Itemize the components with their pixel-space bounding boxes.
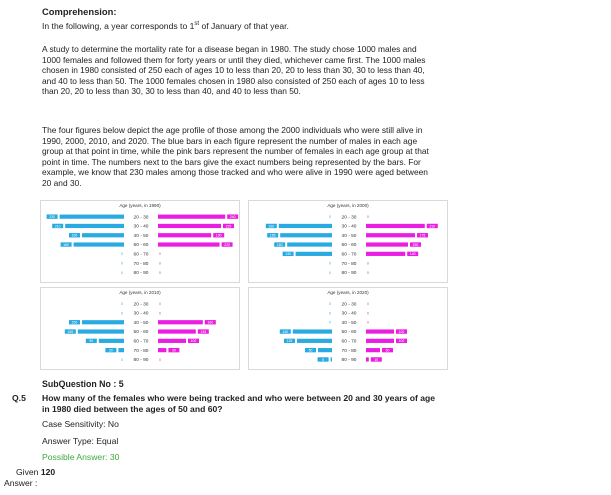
male-value-label: 5 (322, 357, 325, 362)
female-bar (158, 329, 196, 333)
age-group-label: 70 - 80 (133, 348, 149, 354)
age-group-label: 80 - 90 (133, 358, 149, 364)
male-value-label: 0 (121, 357, 123, 362)
male-value-label: 0 (329, 261, 331, 266)
age-group-label: 20 - 30 (133, 302, 149, 308)
male-value-label: 0 (121, 270, 123, 275)
female-value-label: 0 (159, 311, 161, 316)
chart-panel-2010 (40, 287, 240, 370)
chart-panel-2000 (248, 200, 448, 283)
paragraph-study: A study to determine the mortality rate for a disease began in 1980. The study chose 1000 males and 1000 females and followed them for forty years or until they died, whichever came first. The 1000 males chosen in 1980 consisted of 250 each of ages 10 to less than 20, 20 to less than 30, 30 to less than 40, and 40 to less than 50. The 1000 females chosen in 1980 also consisted of 250 each of ages 10 to less than 20, 20 to less than 30, 30 to less than 40, and 40 to less than 50. (42, 44, 426, 97)
age-group-label: 30 - 40 (341, 311, 357, 317)
female-value-label: 0 (367, 301, 369, 306)
female-value-label: 0 (159, 252, 161, 257)
age-group-label: 30 - 40 (133, 224, 149, 230)
male-value-label: 210 (54, 224, 61, 229)
female-bar (158, 215, 225, 219)
male-bar (99, 339, 124, 343)
female-bar (366, 339, 394, 343)
male-value-label: 185 (269, 233, 276, 238)
intro-sup: st (194, 21, 200, 28)
question-number: Q.5 (12, 393, 26, 403)
female-bar (366, 242, 408, 246)
age-group-label: 60 - 70 (341, 339, 357, 345)
age-group-label: 40 - 50 (341, 320, 357, 326)
female-bar (158, 224, 221, 228)
male-value-label: 50 (308, 348, 313, 353)
female-value-label: 150 (412, 242, 419, 247)
male-value-label: 0 (329, 311, 331, 316)
answer-type: Answer Type: Equal (42, 436, 119, 446)
female-bar (158, 242, 220, 246)
age-group-label: 30 - 40 (341, 224, 357, 230)
age-group-label: 70 - 80 (341, 348, 357, 354)
female-bar (366, 329, 394, 333)
male-bar (118, 348, 124, 352)
male-bar (297, 339, 332, 343)
female-value-label: 0 (159, 261, 161, 266)
female-bar (366, 224, 425, 228)
male-bar (331, 357, 332, 361)
female-bar (158, 233, 211, 237)
male-value-label: 230 (49, 214, 55, 219)
female-bar (366, 348, 380, 352)
age-group-label: 50 - 60 (341, 330, 357, 336)
chart-title: Age (years, in 2000) (327, 203, 369, 208)
female-value-label: 0 (367, 311, 369, 316)
female-value-label: 240 (229, 214, 236, 219)
female-value-label: 210 (429, 224, 436, 229)
male-value-label: 165 (67, 329, 74, 334)
age-group-label: 80 - 90 (341, 358, 357, 364)
intro-after: of January of that year. (199, 21, 289, 31)
male-value-label: 0 (329, 320, 331, 325)
answer-label: Answer : (4, 478, 38, 488)
female-bar (158, 348, 166, 352)
subquestion-heading: SubQuestion No : 5 (42, 379, 124, 389)
comprehension-title: Comprehension: (42, 6, 117, 17)
paragraph-figures: The four figures below depict the age profile of those among the 2000 individuals who were still alive in 1990, 2000, 2010, and 2020. The blue bars in each figure represent the number of males in each age group at that point in time, while the pink bars represent the number of females in each age group at that point in time. The numbers next to the bars give the exact numbers being represented by the bars. For example, we know that 230 males among those tracked and who were alive in 1990 were aged between 20 and 30. (42, 125, 429, 188)
age-group-label: 20 - 30 (341, 302, 357, 308)
chart-panel-2020 (248, 287, 448, 370)
age-group-label: 30 - 40 (133, 311, 149, 317)
female-bar (158, 339, 186, 343)
male-value-label: 160 (276, 242, 283, 247)
age-group-label: 40 - 50 (133, 320, 149, 326)
age-group-label: 80 - 90 (341, 271, 357, 277)
male-value-label: 0 (329, 301, 331, 306)
male-value-label: 0 (121, 261, 123, 266)
possible-answer: Possible Answer: 30 (42, 452, 120, 462)
male-value-label: 180 (63, 242, 69, 247)
given-value: 120 (40, 467, 56, 477)
age-group-label: 70 - 80 (341, 261, 357, 267)
female-value-label: 100 (398, 339, 405, 344)
male-value-label: 90 (89, 339, 94, 344)
chart-title: Age (years, in 2020) (327, 290, 369, 295)
age-chart-2020 (249, 288, 449, 371)
female-value-label: 135 (200, 329, 207, 334)
age-group-label: 50 - 60 (133, 330, 149, 336)
age-chart-2000 (249, 201, 449, 284)
female-value-label: 160 (207, 320, 214, 325)
male-value-label: 190 (268, 224, 275, 229)
female-value-label: 0 (367, 214, 369, 219)
male-bar (82, 320, 124, 324)
given-label: Given (16, 467, 39, 477)
male-bar (279, 224, 332, 228)
intro-before: In the following, a year corresponds to 1 (42, 21, 195, 31)
male-value-label: 20 (109, 348, 113, 353)
female-value-label: 0 (367, 270, 369, 275)
age-chart-2010 (41, 288, 241, 371)
male-bar (293, 329, 332, 333)
question-text: How many of the females who were being tracked and who were between 20 and 30 years of age in 1980 died between the ages of 50 and 60? (42, 393, 436, 414)
age-group-label: 20 - 30 (133, 215, 149, 221)
age-group-label: 70 - 80 (133, 261, 149, 267)
female-value-label: 10 (374, 357, 379, 362)
age-group-label: 50 - 60 (341, 243, 357, 249)
female-value-label: 0 (159, 270, 161, 275)
male-value-label: 130 (285, 252, 291, 257)
female-value-label: 190 (215, 233, 222, 238)
female-value-label: 30 (172, 348, 176, 353)
given-answer (16, 467, 55, 477)
female-value-label: 100 (398, 329, 405, 334)
female-value-label: 50 (385, 348, 390, 353)
chart-panel-1990 (40, 200, 240, 283)
male-value-label: 0 (329, 270, 331, 275)
male-bar (65, 224, 124, 228)
male-bar (296, 252, 332, 256)
male-bar (82, 233, 124, 237)
male-value-label: 0 (121, 311, 123, 316)
age-group-label: 60 - 70 (133, 339, 149, 345)
female-bar (158, 320, 203, 324)
female-bar (366, 357, 369, 361)
age-group-label: 50 - 60 (133, 243, 149, 249)
male-bar (287, 242, 332, 246)
age-group-label: 20 - 30 (341, 215, 357, 221)
female-value-label: 0 (367, 320, 369, 325)
male-value-label: 140 (282, 329, 289, 334)
age-group-label: 40 - 50 (341, 233, 357, 239)
female-value-label: 140 (409, 252, 416, 257)
case-sensitivity: Case Sensitivity: No (42, 419, 119, 429)
male-bar (74, 242, 124, 246)
male-bar (60, 215, 124, 219)
male-bar (280, 233, 332, 237)
female-value-label: 225 (225, 224, 232, 229)
chart-title: Age (years, in 1990) (119, 203, 161, 208)
male-value-label: 150 (71, 320, 78, 325)
age-group-label: 80 - 90 (133, 271, 149, 277)
male-bar (78, 329, 124, 333)
male-value-label: 0 (121, 252, 123, 257)
age-group-label: 60 - 70 (133, 252, 149, 258)
female-bar (366, 252, 405, 256)
female-bar (366, 233, 415, 237)
female-value-label: 0 (159, 301, 161, 306)
female-value-label: 220 (224, 242, 230, 247)
female-value-label: 0 (159, 357, 161, 362)
female-value-label: 100 (190, 339, 197, 344)
female-value-label: 0 (367, 261, 369, 266)
age-group-label: 40 - 50 (133, 233, 149, 239)
age-chart-1990 (41, 201, 241, 284)
male-bar (318, 348, 332, 352)
chart-title: Age (years, in 2010) (119, 290, 161, 295)
female-value-label: 175 (419, 233, 426, 238)
male-value-label: 0 (121, 301, 123, 306)
male-value-label: 150 (71, 233, 78, 238)
male-value-label: 125 (286, 339, 293, 344)
male-value-label: 0 (329, 214, 331, 219)
intro-text (42, 21, 289, 31)
age-group-label: 60 - 70 (341, 252, 357, 258)
